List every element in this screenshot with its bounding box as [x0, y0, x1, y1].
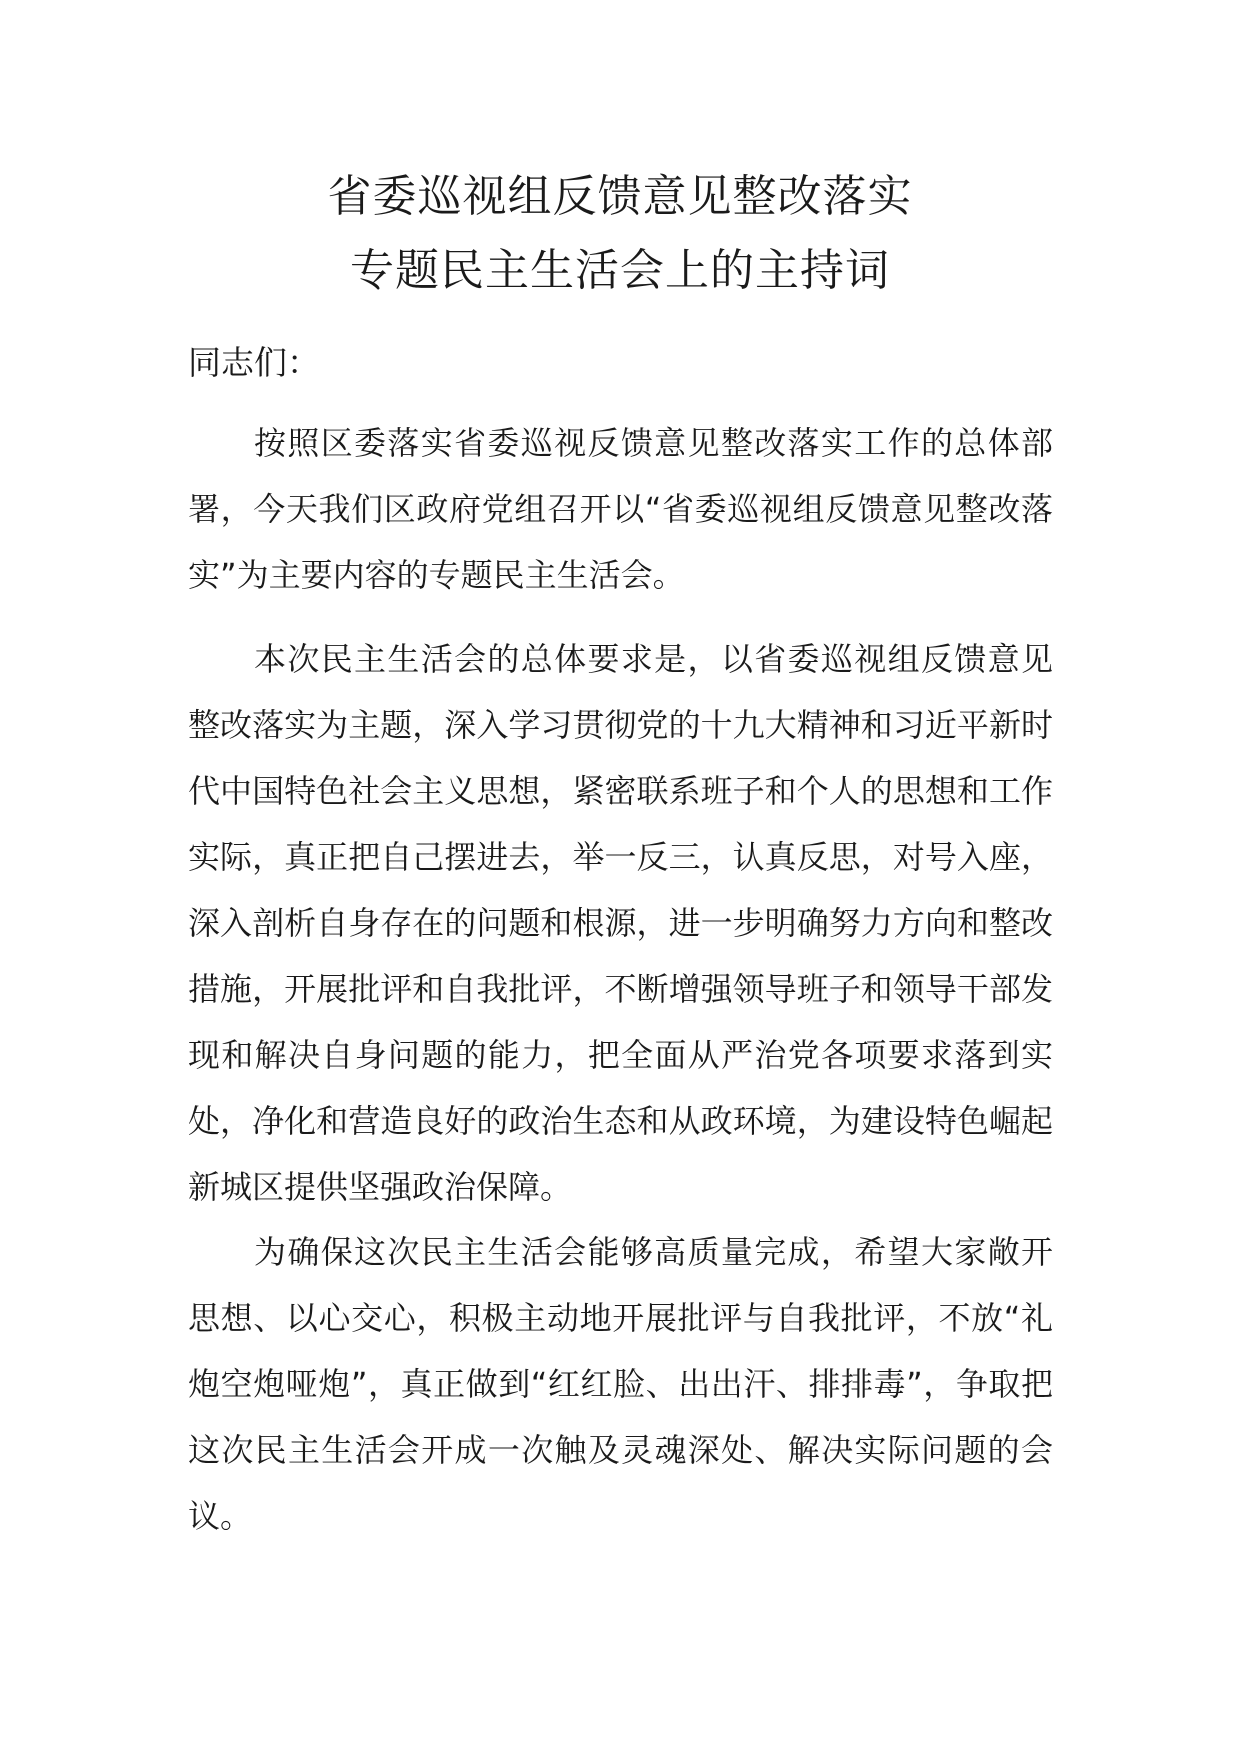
body-paragraph: 为确保这次民主生活会能够高质量完成，希望大家敞开思想、以心交心，积极主动地开展批评与自我批评，不放“礼炮空炮哑炮”，真正做到“红红脸、出出汗、排排毒”，争取把这次民主生活会开成一次触及灵魂深处、解决实际问题的会议。 [188, 1233, 1053, 1535]
salutation: 同志们： [188, 343, 320, 382]
body-paragraph: 本次民主生活会的总体要求是，以省委巡视组反馈意见整改落实为主题，深入学习贯彻党的十九大精神和习近平新时代中国特色社会主义思想，紧密联系班子和个人的思想和工作实际，真正把自己摆进去，举一反三，认真反思，对号入座，深入剖析自身存在的问题和根源，进一步明确努力方向和整改措施，开展批评和自我批评，不断增强领导班子和领导干部发现和解决自身问题的能力，把全面从严治党各项要求落到实处，净化和营造良好的政治生态和从政环境，为建设特色崛起新城区提供坚强政治保障。 [188, 640, 1053, 1206]
title-line-2: 专题民主生活会上的主持词 [350, 245, 890, 296]
body-paragraph: 按照区委落实省委巡视反馈意见整改落实工作的总体部署，今天我们区政府党组召开以“省委巡视组反馈意见整改落实”为主要内容的专题民主生活会。 [188, 424, 1053, 594]
document-title [0, 160, 1240, 308]
title-line-1: 省委巡视组反馈意见整改落实 [327, 171, 913, 222]
